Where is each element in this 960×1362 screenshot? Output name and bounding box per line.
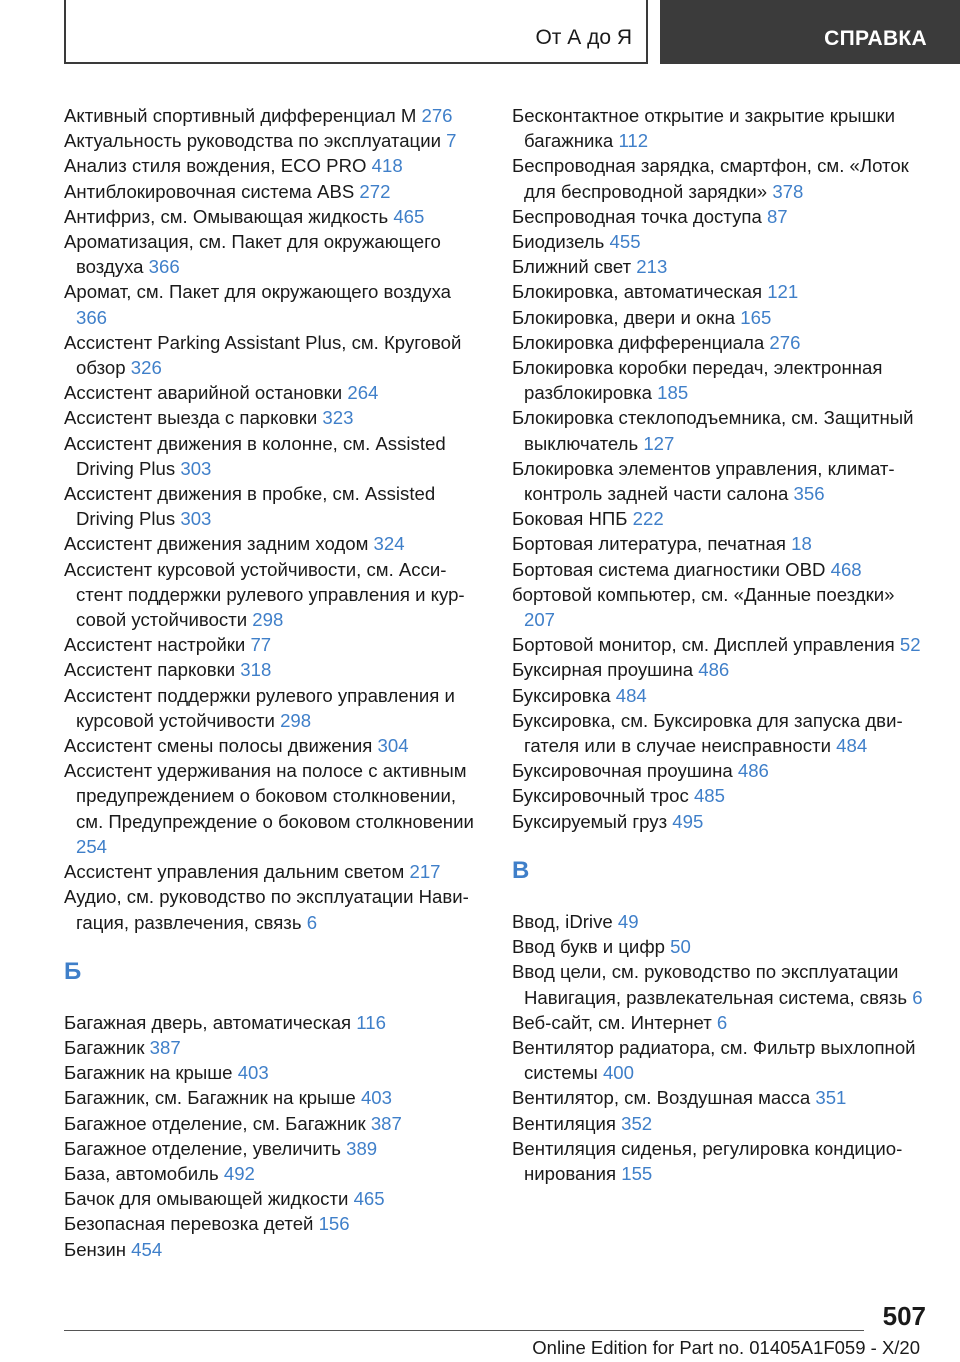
index-entry-text: Бортовой монитор, см. Дисплей управления bbox=[512, 634, 895, 656]
index-entry-text: Багажная дверь, автоматическая bbox=[64, 1011, 352, 1033]
index-entry-page-link[interactable]: 165 bbox=[740, 306, 772, 328]
index-letter-heading: Б bbox=[64, 957, 82, 985]
index-entry-text: Беспроводная зарядка, смартфон, см. «Лоток для беспроводной зарядки» bbox=[512, 155, 909, 202]
index-entry-text: Багажник bbox=[64, 1036, 145, 1058]
index-entry-page-link[interactable]: 468 bbox=[830, 558, 862, 580]
index-entry-page-link[interactable]: 112 bbox=[618, 130, 649, 152]
index-entry bbox=[64, 1211, 482, 1236]
index-entry-text: Беспроводная точка доступа bbox=[512, 205, 762, 227]
index-entry bbox=[64, 1111, 482, 1136]
index-entry-page-link[interactable]: 207 bbox=[524, 609, 556, 631]
page-number: 507 bbox=[882, 1301, 926, 1331]
index-entry-text: Ассистент выезда с парковки bbox=[64, 407, 318, 429]
index-entry-text: Ввод букв и цифр bbox=[512, 936, 665, 958]
index-entry bbox=[512, 809, 930, 834]
index-entry bbox=[64, 758, 482, 859]
index-entry-text: Буксируемый груз bbox=[512, 810, 668, 832]
index-entry-page-link[interactable]: 49 bbox=[617, 910, 639, 932]
index-entry-page-link[interactable]: 486 bbox=[737, 760, 769, 782]
index-entry bbox=[64, 153, 482, 178]
index-entry-page-link[interactable]: 418 bbox=[371, 155, 403, 177]
index-entry-text: Блокировка, двери и окна bbox=[512, 306, 736, 328]
index-entry bbox=[64, 657, 482, 682]
index-entry bbox=[64, 1186, 482, 1211]
index-entry-page-link[interactable]: 304 bbox=[377, 735, 409, 757]
index-entry-text: Ассистент движения в пробке, см. Assisted Driving Plus bbox=[64, 483, 436, 530]
index-entry-text: Бесконтактное открытие и закрытие крышки багажника bbox=[512, 105, 896, 152]
footer-divider bbox=[64, 1330, 864, 1331]
index-entry-page-link[interactable]: 276 bbox=[769, 331, 801, 353]
index-entry bbox=[512, 279, 930, 304]
index-entry bbox=[512, 934, 930, 959]
index-entry-text: Бортовая литература, печатная bbox=[512, 533, 786, 555]
index-entry-page-link[interactable]: 303 bbox=[180, 508, 212, 530]
index-entry-page-link[interactable]: 264 bbox=[347, 382, 379, 404]
index-entry-page-link[interactable]: 77 bbox=[250, 634, 272, 656]
index-entry-text: Бортовая система диагностики OBD bbox=[512, 558, 826, 580]
index-entry-page-link[interactable]: 484 bbox=[836, 735, 868, 757]
index-entry-page-link[interactable]: 351 bbox=[815, 1087, 847, 1109]
index-entry-page-link[interactable]: 455 bbox=[609, 231, 641, 253]
index-column-left bbox=[64, 103, 482, 1262]
index-entry bbox=[512, 1085, 930, 1110]
index-entry-page-link[interactable]: 465 bbox=[353, 1188, 385, 1210]
index-entry bbox=[512, 557, 930, 582]
index-entry-page-link[interactable]: 121 bbox=[767, 281, 799, 303]
index-entry-page-link[interactable]: 127 bbox=[643, 432, 675, 454]
header-chapter-tab bbox=[660, 0, 960, 64]
index-entry-page-link[interactable]: 276 bbox=[421, 105, 453, 126]
index-entry bbox=[64, 1161, 482, 1186]
index-entry-page-link[interactable]: 366 bbox=[148, 256, 180, 278]
index-entry-text: Блокировка дифференциала bbox=[512, 331, 765, 353]
index-entry-page-link[interactable]: 87 bbox=[766, 205, 788, 227]
index-entry bbox=[64, 229, 482, 279]
index-entry-page-link[interactable]: 465 bbox=[393, 205, 425, 227]
index-entry-text: Буксировка, см. Буксировка для запуска двигателя или в случае неисправности bbox=[512, 709, 903, 757]
index-entry-page-link[interactable]: 486 bbox=[698, 659, 730, 681]
index-entry-text: Бачок для омывающей жидкости bbox=[64, 1188, 349, 1210]
index-entry bbox=[64, 1237, 482, 1262]
index-entry bbox=[512, 708, 930, 758]
index-entry bbox=[512, 506, 930, 531]
index-entry-page-link[interactable]: 303 bbox=[180, 457, 212, 479]
index-entry bbox=[64, 279, 482, 329]
index-entry-page-link[interactable]: 356 bbox=[793, 483, 825, 505]
index-entry bbox=[64, 1136, 482, 1161]
index-entry bbox=[64, 884, 482, 934]
index-entry-page-link[interactable]: 318 bbox=[240, 659, 272, 681]
index-entry bbox=[512, 405, 930, 455]
index-entry bbox=[512, 758, 930, 783]
index-entry-text: Буксировка bbox=[512, 684, 611, 706]
index-entry-text: Ароматизация, см. Пакет для окружающего воздуха bbox=[64, 231, 441, 278]
index-entry-text: Ближний свет bbox=[512, 256, 632, 278]
index-entry-text: Багажник, см. Багажник на крыше bbox=[64, 1087, 356, 1109]
index-entry-page-link[interactable]: 403 bbox=[360, 1087, 392, 1109]
index-entry-page-link[interactable]: 7 bbox=[446, 130, 457, 152]
index-entry-page-link[interactable]: 272 bbox=[359, 180, 391, 202]
index-entry-page-link[interactable]: 366 bbox=[76, 306, 108, 328]
index-entry-text: Ассистент движения задним ходом bbox=[64, 533, 369, 555]
index-entry bbox=[64, 103, 482, 128]
index-entry-text: Блокировка, автоматическая bbox=[512, 281, 763, 303]
index-column-right bbox=[512, 103, 930, 1186]
index-entry-text: Ассистент движения в колонне, см. Assisted Driving Plus bbox=[64, 432, 446, 479]
index-entry bbox=[64, 683, 482, 733]
index-entry-page-link[interactable]: 213 bbox=[636, 256, 668, 278]
index-entry-text: Багажник на крыше bbox=[64, 1062, 233, 1084]
index-entry-text: Анализ стиля вождения, ECO PRO bbox=[64, 155, 367, 177]
index-entry-text: Ввод, iDrive bbox=[512, 910, 613, 932]
index-entry-page-link[interactable]: 495 bbox=[672, 810, 704, 832]
index-entry-text: Вентиляция сиденья, регулировка кондиционирования bbox=[512, 1137, 903, 1184]
index-entry bbox=[512, 229, 930, 254]
index-entry-text: Антифриз, см. Омывающая жидкость bbox=[64, 205, 389, 227]
index-entry-page-link[interactable]: 116 bbox=[356, 1011, 386, 1033]
index-entry-page-link[interactable]: 254 bbox=[76, 835, 108, 857]
index-entry-page-link[interactable]: 324 bbox=[373, 533, 405, 555]
index-entry bbox=[512, 531, 930, 556]
index-entry bbox=[512, 330, 930, 355]
index-entry-text: Вентиляция bbox=[512, 1112, 616, 1134]
index-letter-heading: В bbox=[512, 856, 530, 884]
header-chapter-title: СПРАВКА bbox=[824, 27, 927, 50]
index-entry-text: Активный спортивный дифференциал M bbox=[64, 105, 417, 126]
index-entry-text: Ассистент поддержки рулевого управления и курсовой устойчивости bbox=[64, 684, 455, 731]
index-entry bbox=[64, 380, 482, 405]
index-entry-text: бортовой компьютер, см. «Данные поездки» bbox=[512, 583, 895, 605]
index-entry-page-link[interactable]: 50 bbox=[670, 936, 691, 958]
index-entry-text: Антиблокировочная система ABS bbox=[64, 180, 355, 202]
index-entry-page-link[interactable]: 492 bbox=[223, 1162, 255, 1184]
index-entry-text: Багажное отделение, увеличить bbox=[64, 1137, 341, 1159]
index-entry bbox=[512, 1111, 930, 1136]
index-entry bbox=[64, 405, 482, 430]
index-entry bbox=[512, 1010, 930, 1035]
index-entry bbox=[64, 481, 482, 531]
index-entry-text: Ассистент настройки bbox=[64, 634, 246, 656]
index-entry bbox=[512, 254, 930, 279]
index-entry bbox=[64, 1035, 482, 1060]
index-entry-text: Ассистент управления дальним светом bbox=[64, 861, 405, 883]
index-entry-page-link[interactable]: 6 bbox=[306, 911, 318, 933]
index-entry bbox=[512, 909, 930, 934]
index-entry bbox=[64, 531, 482, 556]
index-entry-text: Блокировка коробки передач, электронная разблокировка bbox=[512, 357, 883, 404]
index-entry bbox=[512, 657, 930, 682]
index-entry-text: Актуальность руководства по эксплуатации bbox=[64, 130, 441, 152]
index-entry-page-link[interactable]: 454 bbox=[131, 1238, 163, 1260]
index-entry-page-link[interactable]: 222 bbox=[632, 508, 664, 530]
header-section-title: От А до Я bbox=[535, 26, 632, 49]
index-entry-page-link[interactable]: 6 bbox=[912, 986, 923, 1008]
index-entry-text: Бензин bbox=[64, 1238, 126, 1260]
index-entry-text: Ассистент аварийной остановки bbox=[64, 382, 343, 404]
index-entry-text: Боковая НПБ bbox=[512, 508, 628, 530]
index-entry bbox=[512, 103, 930, 153]
index-entry bbox=[64, 557, 482, 633]
index-entry bbox=[512, 683, 930, 708]
index-entry bbox=[64, 733, 482, 758]
footer-edition-text: Online Edition for Part no. 01405A1F059 - X/20 bbox=[532, 1337, 920, 1358]
index-entry-text: Буксировочная проушина bbox=[512, 760, 733, 782]
index-entry bbox=[512, 204, 930, 229]
index-entry-text: Аромат, см. Пакет для окружающего воздуха bbox=[64, 281, 452, 303]
index-entry bbox=[64, 204, 482, 229]
index-entry-page-link[interactable]: 155 bbox=[621, 1162, 653, 1184]
index-entry-page-link[interactable]: 484 bbox=[615, 684, 647, 706]
index-entry-text: Аудио, см. руководство по эксплуатации Навигация, развлечения, связь bbox=[64, 886, 469, 933]
index-entry bbox=[64, 1060, 482, 1085]
index-entry bbox=[512, 1035, 930, 1085]
index-entry-page-link[interactable]: 485 bbox=[693, 785, 725, 807]
index-entry bbox=[64, 1010, 482, 1035]
index-entry-page-link[interactable]: 185 bbox=[657, 382, 689, 404]
index-entry-page-link[interactable]: 323 bbox=[322, 407, 354, 429]
index-entry-page-link[interactable]: 403 bbox=[237, 1062, 269, 1084]
index-entry bbox=[64, 128, 482, 153]
index-entry bbox=[64, 330, 482, 380]
index-entry-text: Буксировочный трос bbox=[512, 785, 689, 807]
index-entry-page-link[interactable]: 156 bbox=[318, 1213, 350, 1235]
index-entry bbox=[512, 1136, 930, 1186]
index-entry-text: Безопасная перевозка детей bbox=[64, 1213, 314, 1235]
index-entry bbox=[64, 431, 482, 481]
index-entry-text: Багажное отделение, см. Багажник bbox=[64, 1112, 366, 1134]
index-entry-text: Блокировка стеклоподъемника, см. Защитный выключатель bbox=[512, 407, 914, 454]
index-entry-page-link[interactable]: 217 bbox=[409, 861, 441, 883]
index-entry-page-link[interactable]: 298 bbox=[280, 709, 312, 731]
index-entry-text: Вентилятор, см. Воздушная масса bbox=[512, 1087, 811, 1109]
index-entry-page-link[interactable]: 387 bbox=[370, 1112, 402, 1134]
index-entry bbox=[64, 179, 482, 204]
index-entry-page-link[interactable]: 389 bbox=[346, 1137, 378, 1159]
index-entry bbox=[512, 153, 930, 203]
index-entry-page-link[interactable]: 387 bbox=[149, 1036, 181, 1058]
index-entry-text: Буксирная проушина bbox=[512, 659, 694, 681]
index-entry-text: Вентилятор радиатора, см. Фильтр выхлопной системы bbox=[512, 1036, 916, 1084]
index-entry-text: Ассистент курсовой устойчивости, см. Ассистент поддержки рулевого управления и курсовой устойчивости bbox=[64, 558, 465, 631]
index-entry bbox=[64, 632, 482, 657]
index-entry-text: Ввод цели, см. руководство по эксплуатации Навигация, развлекательная система, связь bbox=[512, 961, 908, 1008]
index-entry-page-link[interactable]: 18 bbox=[791, 533, 812, 555]
index-entry-page-link[interactable]: 400 bbox=[602, 1062, 634, 1084]
index-entry bbox=[64, 859, 482, 884]
index-entry-text: Ассистент удерживания на полосе с активным предупреждением о боковом столкновении, см. Предупреждение о боковом столкновении bbox=[64, 760, 474, 832]
index-entry-text: Ассистент парковки bbox=[64, 659, 236, 681]
index-entry-text: Ассистент Parking Assistant Plus, см. Круговой обзор bbox=[64, 331, 462, 379]
header-section-tab bbox=[64, 0, 648, 64]
index-entry bbox=[512, 582, 930, 632]
index-entry-page-link[interactable]: 6 bbox=[716, 1011, 728, 1033]
index-entry-text: База, автомобиль bbox=[64, 1162, 219, 1184]
index-entry bbox=[512, 783, 930, 808]
index-entry-text: Веб-сайт, см. Интернет bbox=[512, 1011, 712, 1033]
index-entry bbox=[512, 456, 930, 506]
index-entry bbox=[64, 1085, 482, 1110]
index-entry-text: Ассистент смены полосы движения bbox=[64, 735, 373, 757]
index-entry-page-link[interactable]: 52 bbox=[899, 634, 921, 656]
index-entry-text: Биодизель bbox=[512, 231, 605, 253]
index-entry-page-link[interactable]: 352 bbox=[621, 1112, 653, 1134]
index-entry bbox=[512, 355, 930, 405]
index-entry-page-link[interactable]: 378 bbox=[772, 180, 804, 202]
index-entry-page-link[interactable]: 326 bbox=[130, 357, 162, 379]
index-entry-page-link[interactable]: 298 bbox=[252, 609, 284, 631]
index-entry bbox=[512, 632, 930, 657]
index-entry bbox=[512, 959, 930, 1009]
index-entry-text: Блокировка элементов управления, климат-контроль задней части салона bbox=[512, 457, 895, 505]
index-entry bbox=[512, 305, 930, 330]
